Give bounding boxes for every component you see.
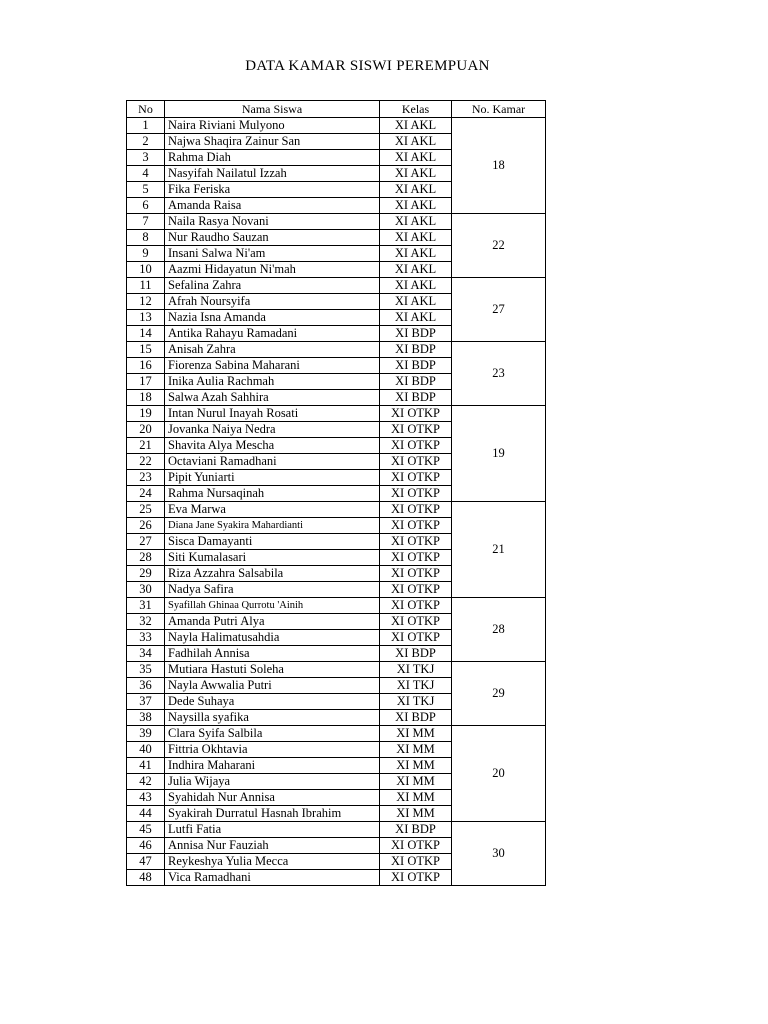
- table-row: [127, 662, 546, 678]
- student-name: Afrah Noursyifa: [165, 294, 380, 310]
- student-class: XI AKL: [380, 230, 452, 246]
- student-number: 7: [127, 214, 165, 230]
- table-row: [127, 406, 546, 422]
- student-class: XI AKL: [380, 262, 452, 278]
- student-number: 37: [127, 694, 165, 710]
- student-number: 25: [127, 502, 165, 518]
- student-name: Octaviani Ramadhani: [165, 454, 380, 470]
- student-number: 19: [127, 406, 165, 422]
- student-number: 14: [127, 326, 165, 342]
- student-name: Siti Kumalasari: [165, 550, 380, 566]
- student-number: 41: [127, 758, 165, 774]
- student-name: Reykeshya Yulia Mecca: [165, 854, 380, 870]
- student-class: XI OTKP: [380, 854, 452, 870]
- student-name: Jovanka Naiya Nedra: [165, 422, 380, 438]
- student-number: 11: [127, 278, 165, 294]
- student-class: XI MM: [380, 726, 452, 742]
- student-class: XI OTKP: [380, 582, 452, 598]
- student-name: Intan Nurul Inayah Rosati: [165, 406, 380, 422]
- student-name: Lutfi Fatia: [165, 822, 380, 838]
- student-number: 21: [127, 438, 165, 454]
- student-name: Aazmi Hidayatun Ni'mah: [165, 262, 380, 278]
- student-number: 8: [127, 230, 165, 246]
- table-row: [127, 118, 546, 134]
- student-number: 26: [127, 518, 165, 534]
- student-name: Insani Salwa Ni'am: [165, 246, 380, 262]
- student-name: Indhira Maharani: [165, 758, 380, 774]
- student-class: XI BDP: [380, 710, 452, 726]
- student-number: 6: [127, 198, 165, 214]
- student-class: XI OTKP: [380, 870, 452, 886]
- student-name: Sisca Damayanti: [165, 534, 380, 550]
- student-number: 45: [127, 822, 165, 838]
- student-number: 38: [127, 710, 165, 726]
- student-class: XI OTKP: [380, 614, 452, 630]
- student-number: 36: [127, 678, 165, 694]
- student-class: XI AKL: [380, 278, 452, 294]
- student-name: Shavita Alya Mescha: [165, 438, 380, 454]
- student-class: XI AKL: [380, 294, 452, 310]
- student-class: XI AKL: [380, 198, 452, 214]
- student-number: 48: [127, 870, 165, 886]
- student-name: Eva Marwa: [165, 502, 380, 518]
- student-name: Inika Aulia Rachmah: [165, 374, 380, 390]
- student-class: XI AKL: [380, 310, 452, 326]
- student-number: 1: [127, 118, 165, 134]
- room-number: 19: [452, 406, 546, 502]
- student-class: XI OTKP: [380, 550, 452, 566]
- student-number: 16: [127, 358, 165, 374]
- student-class: XI TKJ: [380, 662, 452, 678]
- student-number: 30: [127, 582, 165, 598]
- student-number: 4: [127, 166, 165, 182]
- student-number: 29: [127, 566, 165, 582]
- student-number: 46: [127, 838, 165, 854]
- student-class: XI OTKP: [380, 838, 452, 854]
- student-class: XI OTKP: [380, 470, 452, 486]
- student-name: Fika Feriska: [165, 182, 380, 198]
- student-number: 23: [127, 470, 165, 486]
- student-name: Syafillah Ghinaa Qurrotu 'Ainih: [165, 598, 380, 614]
- student-name: Salwa Azah Sahhira: [165, 390, 380, 406]
- student-class: XI OTKP: [380, 518, 452, 534]
- student-name: Amanda Putri Alya: [165, 614, 380, 630]
- column-header-kamar: No. Kamar: [452, 101, 546, 118]
- student-name: Pipit Yuniarti: [165, 470, 380, 486]
- student-name: Nasyifah Nailatul Izzah: [165, 166, 380, 182]
- student-class: XI OTKP: [380, 534, 452, 550]
- student-name: Dede Suhaya: [165, 694, 380, 710]
- student-class: XI AKL: [380, 150, 452, 166]
- student-name: Fiorenza Sabina Maharani: [165, 358, 380, 374]
- student-number: 33: [127, 630, 165, 646]
- student-name: Nayla Awwalia Putri: [165, 678, 380, 694]
- student-name: Diana Jane Syakira Mahardianti: [165, 518, 380, 534]
- student-name: Syakirah Durratul Hasnah Ibrahim: [165, 806, 380, 822]
- student-class: XI MM: [380, 758, 452, 774]
- student-number: 3: [127, 150, 165, 166]
- student-class: XI AKL: [380, 118, 452, 134]
- student-name: Mutiara Hastuti Soleha: [165, 662, 380, 678]
- student-class: XI BDP: [380, 342, 452, 358]
- student-number: 40: [127, 742, 165, 758]
- student-class: XI AKL: [380, 214, 452, 230]
- student-name: Rahma Nursaqinah: [165, 486, 380, 502]
- student-number: 27: [127, 534, 165, 550]
- table-header: [127, 101, 546, 118]
- table-row: [127, 822, 546, 838]
- student-class: XI AKL: [380, 134, 452, 150]
- room-number: 22: [452, 214, 546, 278]
- student-number: 43: [127, 790, 165, 806]
- room-number: 18: [452, 118, 546, 214]
- room-number: 21: [452, 502, 546, 598]
- student-name: Nayla Halimatusahdia: [165, 630, 380, 646]
- student-number: 17: [127, 374, 165, 390]
- student-class: XI BDP: [380, 646, 452, 662]
- student-class: XI TKJ: [380, 678, 452, 694]
- table-row: [127, 502, 546, 518]
- student-class: XI AKL: [380, 166, 452, 182]
- student-name: Julia Wijaya: [165, 774, 380, 790]
- student-number: 31: [127, 598, 165, 614]
- student-class: XI AKL: [380, 246, 452, 262]
- student-class: XI OTKP: [380, 566, 452, 582]
- column-header-no: No: [127, 101, 165, 118]
- room-number: 20: [452, 726, 546, 822]
- student-number: 5: [127, 182, 165, 198]
- student-class: XI OTKP: [380, 438, 452, 454]
- student-number: 20: [127, 422, 165, 438]
- room-number: 28: [452, 598, 546, 662]
- student-class: XI OTKP: [380, 630, 452, 646]
- room-roster-table: [126, 100, 546, 886]
- student-number: 9: [127, 246, 165, 262]
- student-number: 10: [127, 262, 165, 278]
- student-name: Najwa Shaqira Zainur San: [165, 134, 380, 150]
- student-class: XI AKL: [380, 182, 452, 198]
- student-class: XI OTKP: [380, 406, 452, 422]
- column-header-name: Nama Siswa: [165, 101, 380, 118]
- column-header-kelas: Kelas: [380, 101, 452, 118]
- student-class: XI OTKP: [380, 598, 452, 614]
- student-number: 2: [127, 134, 165, 150]
- student-class: XI OTKP: [380, 422, 452, 438]
- document-title: DATA KAMAR SISWI PEREMPUAN: [245, 58, 490, 74]
- table-body: [127, 118, 546, 886]
- room-number: 29: [452, 662, 546, 726]
- header-row: [127, 101, 546, 118]
- student-name: Riza Azzahra Salsabila: [165, 566, 380, 582]
- student-number: 47: [127, 854, 165, 870]
- student-number: 34: [127, 646, 165, 662]
- student-class: XI MM: [380, 806, 452, 822]
- student-name: Naila Rasya Novani: [165, 214, 380, 230]
- room-number: 27: [452, 278, 546, 342]
- student-name: Nadya Safira: [165, 582, 380, 598]
- student-number: 18: [127, 390, 165, 406]
- student-name: Syahidah Nur Annisa: [165, 790, 380, 806]
- student-class: XI BDP: [380, 358, 452, 374]
- student-name: Anisah Zahra: [165, 342, 380, 358]
- student-class: XI TKJ: [380, 694, 452, 710]
- student-name: Annisa Nur Fauziah: [165, 838, 380, 854]
- student-name: Sefalina Zahra: [165, 278, 380, 294]
- student-number: 39: [127, 726, 165, 742]
- table-row: [127, 598, 546, 614]
- student-number: 13: [127, 310, 165, 326]
- student-class: XI BDP: [380, 822, 452, 838]
- student-class: XI OTKP: [380, 502, 452, 518]
- table-row: [127, 278, 546, 294]
- room-number: 30: [452, 822, 546, 886]
- student-name: Amanda Raisa: [165, 198, 380, 214]
- table-row: [127, 214, 546, 230]
- student-class: XI OTKP: [380, 486, 452, 502]
- student-number: 22: [127, 454, 165, 470]
- room-number: 23: [452, 342, 546, 406]
- student-name: Clara Syifa Salbila: [165, 726, 380, 742]
- student-class: XI MM: [380, 790, 452, 806]
- table-row: [127, 342, 546, 358]
- student-number: 24: [127, 486, 165, 502]
- student-number: 12: [127, 294, 165, 310]
- student-class: XI BDP: [380, 374, 452, 390]
- student-name: Antika Rahayu Ramadani: [165, 326, 380, 342]
- student-name: Naysilla syafika: [165, 710, 380, 726]
- student-number: 35: [127, 662, 165, 678]
- table-row: [127, 726, 546, 742]
- student-name: Rahma Diah: [165, 150, 380, 166]
- student-class: XI OTKP: [380, 454, 452, 470]
- student-number: 44: [127, 806, 165, 822]
- student-name: Naira Riviani Mulyono: [165, 118, 380, 134]
- student-class: XI MM: [380, 742, 452, 758]
- student-number: 32: [127, 614, 165, 630]
- student-number: 15: [127, 342, 165, 358]
- student-name: Nur Raudho Sauzan: [165, 230, 380, 246]
- student-name: Vica Ramadhani: [165, 870, 380, 886]
- student-class: XI BDP: [380, 326, 452, 342]
- student-name: Fadhilah Annisa: [165, 646, 380, 662]
- student-number: 28: [127, 550, 165, 566]
- student-name: Nazia Isna Amanda: [165, 310, 380, 326]
- student-number: 42: [127, 774, 165, 790]
- student-name: Fittria Okhtavia: [165, 742, 380, 758]
- student-class: XI MM: [380, 774, 452, 790]
- student-class: XI BDP: [380, 390, 452, 406]
